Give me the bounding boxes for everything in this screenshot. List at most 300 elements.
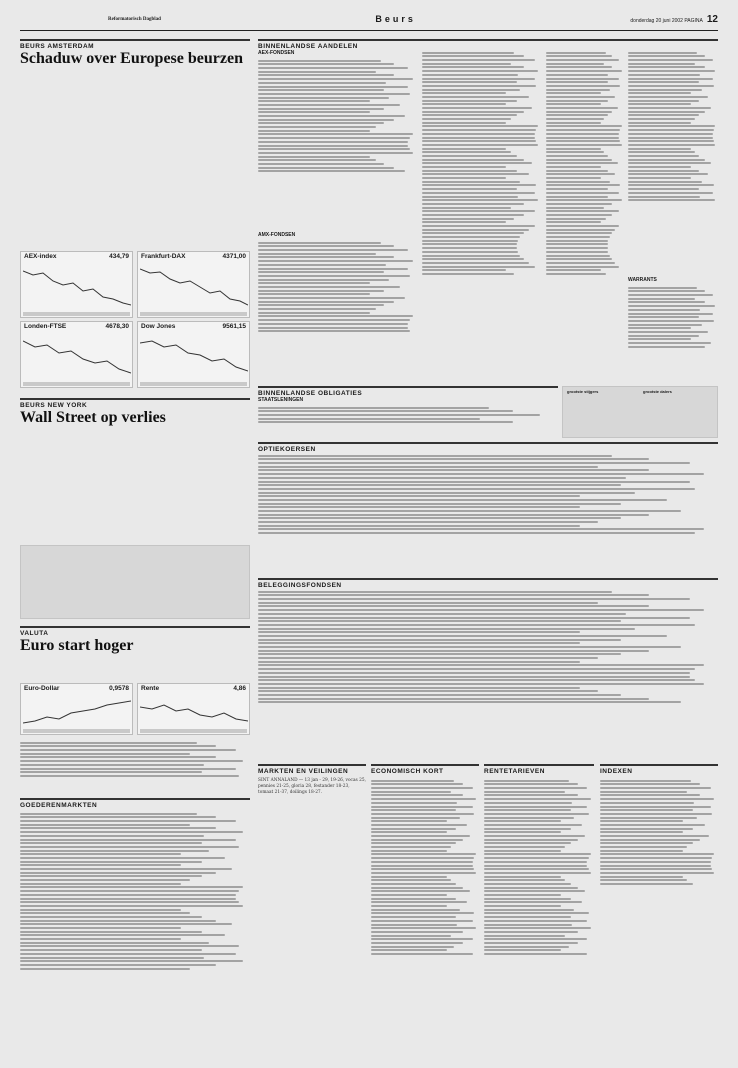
text-line <box>484 813 589 815</box>
text-line <box>484 931 578 933</box>
text-line <box>20 839 236 841</box>
text-line <box>600 806 711 808</box>
text-line <box>371 898 456 900</box>
text-line <box>20 901 239 903</box>
text-line <box>371 931 463 933</box>
text-line <box>258 290 384 292</box>
text-line <box>422 166 506 168</box>
text-line <box>422 155 517 157</box>
text-line <box>546 133 619 135</box>
text-line <box>484 802 572 804</box>
text-line <box>258 617 690 619</box>
text-line <box>546 273 606 275</box>
text-line <box>258 650 649 652</box>
text-line <box>484 787 587 789</box>
text-line <box>600 787 711 789</box>
text-line <box>628 70 715 72</box>
section-economisch-kort: ECONOMISCH KORT <box>371 764 479 775</box>
text-line <box>628 309 700 311</box>
amx-table <box>258 240 418 380</box>
text-line <box>484 809 571 811</box>
text-line <box>20 850 209 852</box>
text-line <box>20 886 243 888</box>
text-line <box>422 225 535 227</box>
text-line <box>258 414 540 416</box>
text-line <box>371 809 456 811</box>
text-line <box>258 156 370 158</box>
text-line <box>258 312 370 314</box>
text-line <box>600 846 687 848</box>
text-line <box>20 953 236 955</box>
text-line <box>546 229 615 231</box>
text-line <box>546 144 622 146</box>
text-line <box>546 207 604 209</box>
text-line <box>20 875 202 877</box>
text-line <box>371 883 456 885</box>
text-line <box>371 920 473 922</box>
text-line <box>628 137 713 139</box>
text-line <box>20 813 197 815</box>
text-line <box>600 802 694 804</box>
text-line <box>422 240 518 242</box>
text-line <box>422 70 538 72</box>
text-line <box>371 817 460 819</box>
text-line <box>484 912 589 914</box>
text-line <box>546 196 608 198</box>
text-line <box>20 964 216 966</box>
text-line <box>546 140 620 142</box>
text-line <box>422 177 506 179</box>
text-line <box>258 510 681 512</box>
text-line <box>258 525 580 527</box>
text-line <box>20 753 190 755</box>
text-line <box>546 85 620 87</box>
section-valuta: VALUTA <box>20 626 250 637</box>
text-line <box>258 598 690 600</box>
text-line <box>422 133 535 135</box>
text-line <box>20 938 181 940</box>
text-line <box>546 192 619 194</box>
text-line <box>258 642 580 644</box>
text-line <box>371 901 467 903</box>
text-line <box>628 173 708 175</box>
text-line <box>628 100 699 102</box>
text-line <box>546 214 612 216</box>
text-line <box>422 114 517 116</box>
section-obligaties: BINNENLANDSE OBLIGATIES <box>258 386 558 397</box>
text-line <box>258 282 370 284</box>
text-line <box>628 192 713 194</box>
text-line <box>20 927 181 929</box>
masthead-brand: Reformatorisch Dagblad <box>108 16 161 22</box>
text-line <box>258 245 394 247</box>
text-line <box>258 67 408 69</box>
text-line <box>371 865 473 867</box>
text-line <box>628 125 715 127</box>
text-line <box>20 742 197 744</box>
text-line <box>371 894 447 896</box>
text-line <box>258 410 513 412</box>
text-line <box>258 455 612 457</box>
text-line <box>484 953 587 955</box>
text-line <box>546 240 608 242</box>
text-line <box>258 100 370 102</box>
label-aex-fondsen: AEX-FONDSEN <box>258 50 295 56</box>
text-line <box>258 639 621 641</box>
text-line <box>20 949 202 951</box>
text-line <box>258 477 626 479</box>
text-line <box>422 218 514 220</box>
text-line <box>600 831 683 833</box>
text-line <box>546 236 610 238</box>
text-line <box>422 255 520 257</box>
text-line <box>258 126 376 128</box>
text-line <box>371 879 451 881</box>
chart-dowjones: Dow Jones 9561,15 <box>137 321 250 388</box>
text-line <box>484 839 578 841</box>
text-line <box>484 783 578 785</box>
text-line <box>258 260 413 262</box>
text-line <box>484 865 587 867</box>
text-line <box>258 323 408 325</box>
text-line <box>546 92 601 94</box>
text-line <box>600 839 700 841</box>
text-line <box>422 199 538 201</box>
text-line <box>422 162 532 164</box>
text-line <box>484 791 565 793</box>
text-line <box>422 203 524 205</box>
text-line <box>258 286 400 288</box>
text-line <box>546 184 620 186</box>
text-line <box>484 868 589 870</box>
text-line <box>258 60 381 62</box>
text-line <box>422 92 506 94</box>
text-line <box>258 594 649 596</box>
text-line <box>600 809 693 811</box>
text-line <box>258 297 405 299</box>
stocks-col-3 <box>546 50 624 380</box>
text-line <box>628 92 691 94</box>
text-line <box>20 942 209 944</box>
text-line <box>422 125 538 127</box>
text-line <box>371 787 473 789</box>
text-line <box>371 916 456 918</box>
text-line <box>258 89 384 91</box>
text-line <box>546 262 615 264</box>
text-line <box>258 484 621 486</box>
text-line <box>546 166 601 168</box>
markten-text: SINT ANNALAND — 13 jan - 29, 19-26, vocas 25, pennies 21-25, gloria 28, festander 18-23, tomaat 21-37, doilings 18-27. <box>258 778 366 795</box>
text-line <box>600 820 683 822</box>
text-line <box>371 953 473 955</box>
text-line <box>422 107 532 109</box>
text-line <box>600 853 714 855</box>
article-amsterdam <box>20 70 250 246</box>
text-line <box>20 775 239 777</box>
text-line <box>20 931 202 933</box>
section-rentetarieven: RENTETARIEVEN <box>484 764 594 775</box>
text-line <box>422 122 506 124</box>
text-line <box>258 495 580 497</box>
text-line <box>258 264 386 266</box>
optiekoersen-table <box>258 453 718 573</box>
text-line <box>422 269 506 271</box>
text-line <box>600 868 712 870</box>
text-line <box>628 181 702 183</box>
text-line <box>628 78 713 80</box>
text-line <box>628 159 705 161</box>
text-line <box>258 679 695 681</box>
text-line <box>422 52 514 54</box>
text-line <box>484 924 572 926</box>
text-line <box>600 828 693 830</box>
text-line <box>20 820 236 822</box>
text-line <box>546 203 612 205</box>
text-line <box>20 879 190 881</box>
text-line <box>371 853 476 855</box>
text-line <box>20 764 204 766</box>
section-goederenmarkten: GOEDERENMARKTEN <box>20 798 250 809</box>
text-line <box>484 935 565 937</box>
text-line <box>546 221 601 223</box>
text-line <box>20 831 243 833</box>
text-line <box>422 181 520 183</box>
text-line <box>546 181 610 183</box>
text-line <box>628 346 705 348</box>
section-beurs-newyork: BEURS NEW YORK <box>20 398 250 409</box>
text-line <box>20 916 202 918</box>
text-line <box>628 335 699 337</box>
text-line <box>628 177 691 179</box>
text-line <box>628 52 697 54</box>
text-line <box>422 66 524 68</box>
text-line <box>546 52 606 54</box>
text-line <box>258 605 649 607</box>
section-optiekoersen: OPTIEKOERSEN <box>258 442 718 453</box>
text-line <box>484 857 589 859</box>
text-line <box>628 148 691 150</box>
text-line <box>371 794 463 796</box>
goederen-table <box>20 811 250 1047</box>
text-line <box>258 668 695 670</box>
text-line <box>546 137 619 139</box>
text-line <box>371 861 473 863</box>
label-amx-fondsen: AMX-FONDSEN <box>258 232 296 238</box>
text-line <box>484 780 569 782</box>
text-line <box>546 55 612 57</box>
text-line <box>484 872 591 874</box>
text-line <box>258 304 384 306</box>
text-line <box>628 290 705 292</box>
text-line <box>628 170 699 172</box>
text-line <box>546 59 619 61</box>
page-number: 12 <box>706 13 718 25</box>
text-line <box>258 646 681 648</box>
text-line <box>600 879 687 881</box>
text-line <box>484 820 561 822</box>
text-line <box>422 188 517 190</box>
text-line <box>628 63 695 65</box>
text-line <box>546 243 608 245</box>
text-line <box>484 909 574 911</box>
text-line <box>422 85 536 87</box>
text-line <box>628 81 699 83</box>
text-line <box>258 327 408 329</box>
text-line <box>20 957 204 959</box>
text-line <box>628 155 699 157</box>
indexen-table <box>600 778 718 938</box>
text-line <box>546 232 612 234</box>
text-line <box>258 122 384 124</box>
text-line <box>628 313 713 315</box>
text-line <box>628 103 691 105</box>
text-line <box>20 905 243 907</box>
text-line <box>258 279 389 281</box>
text-line <box>258 148 410 150</box>
text-line <box>258 499 667 501</box>
text-line <box>371 890 470 892</box>
text-line <box>628 114 699 116</box>
text-line <box>484 806 587 808</box>
text-line <box>258 469 649 471</box>
text-line <box>422 148 506 150</box>
text-line <box>258 653 621 655</box>
text-line <box>371 857 474 859</box>
text-line <box>258 466 598 468</box>
text-line <box>422 59 535 61</box>
text-line <box>546 111 612 113</box>
text-line <box>258 115 405 117</box>
text-line <box>546 74 608 76</box>
text-line <box>371 938 473 940</box>
text-line <box>20 898 236 900</box>
text-line <box>600 835 709 837</box>
text-line <box>258 253 376 255</box>
text-line <box>546 251 608 253</box>
text-line <box>258 119 394 121</box>
text-line <box>628 89 702 91</box>
text-line <box>628 316 699 318</box>
text-line <box>258 462 690 464</box>
text-line <box>422 81 517 83</box>
text-line <box>628 74 700 76</box>
text-line <box>546 218 606 220</box>
text-line <box>484 831 561 833</box>
text-line <box>258 694 621 696</box>
text-line <box>600 783 700 785</box>
text-line <box>484 879 565 881</box>
text-line <box>546 162 618 164</box>
text-line <box>484 850 561 852</box>
text-line <box>484 920 587 922</box>
text-line <box>628 294 713 296</box>
text-line <box>484 916 571 918</box>
text-line <box>20 768 236 770</box>
text-line <box>484 861 587 863</box>
text-line <box>371 872 476 874</box>
text-line <box>258 86 408 88</box>
text-line <box>20 756 216 758</box>
text-line <box>20 745 216 747</box>
label-staatsleningen: STAATSLENINGEN <box>258 397 304 403</box>
text-line <box>422 273 514 275</box>
text-line <box>20 857 225 859</box>
text-line <box>258 602 598 604</box>
economisch-text <box>371 778 479 1042</box>
text-line <box>628 144 715 146</box>
text-line <box>484 817 574 819</box>
text-line <box>20 912 190 914</box>
text-line <box>20 853 181 855</box>
text-line <box>258 481 690 483</box>
text-line <box>258 275 410 277</box>
text-line <box>258 159 376 161</box>
text-line <box>258 517 621 519</box>
text-line <box>546 81 608 83</box>
text-line <box>422 262 529 264</box>
text-line <box>258 683 704 685</box>
text-line <box>628 331 708 333</box>
text-line <box>546 210 619 212</box>
text-line <box>600 857 712 859</box>
chart-euro-dollar: Euro-Dollar 0,9578 <box>20 683 133 735</box>
text-line <box>258 664 704 666</box>
text-line <box>484 824 582 826</box>
text-line <box>546 173 615 175</box>
text-line <box>20 861 202 863</box>
text-line <box>258 97 389 99</box>
text-line <box>546 148 601 150</box>
section-markten-veilingen: MARKTEN EN VEILINGEN <box>258 764 366 775</box>
text-line <box>484 835 585 837</box>
text-line <box>628 96 708 98</box>
text-line <box>484 853 591 855</box>
text-line <box>600 861 711 863</box>
text-line <box>628 301 705 303</box>
text-line <box>628 287 697 289</box>
text-line <box>258 506 580 508</box>
text-line <box>628 162 711 164</box>
text-line <box>258 301 394 303</box>
text-line <box>371 935 451 937</box>
text-line <box>258 418 480 420</box>
text-line <box>600 872 714 874</box>
headline-amsterdam: Schaduw over Europese beurzen <box>20 50 243 67</box>
text-line <box>484 898 571 900</box>
text-line <box>546 177 601 179</box>
text-line <box>371 824 467 826</box>
text-line <box>422 192 535 194</box>
text-line <box>484 946 569 948</box>
text-line <box>258 628 635 630</box>
text-line <box>600 883 693 885</box>
section-beurs-amsterdam: BEURS AMSTERDAM <box>20 39 250 50</box>
text-line <box>20 835 204 837</box>
text-line <box>371 831 447 833</box>
text-line <box>258 104 400 106</box>
text-line <box>20 842 202 844</box>
masthead <box>108 10 718 28</box>
text-line <box>422 184 536 186</box>
text-line <box>258 330 410 332</box>
text-line <box>422 137 535 139</box>
obligaties-table <box>258 405 558 437</box>
chart-aex: AEX-index 434,79 <box>20 251 133 318</box>
warrants-table <box>628 285 718 380</box>
text-line <box>20 890 239 892</box>
rentetarieven-table <box>484 778 594 1042</box>
section-beleggingsfondsen: BELEGGINGSFONDSEN <box>258 578 718 589</box>
